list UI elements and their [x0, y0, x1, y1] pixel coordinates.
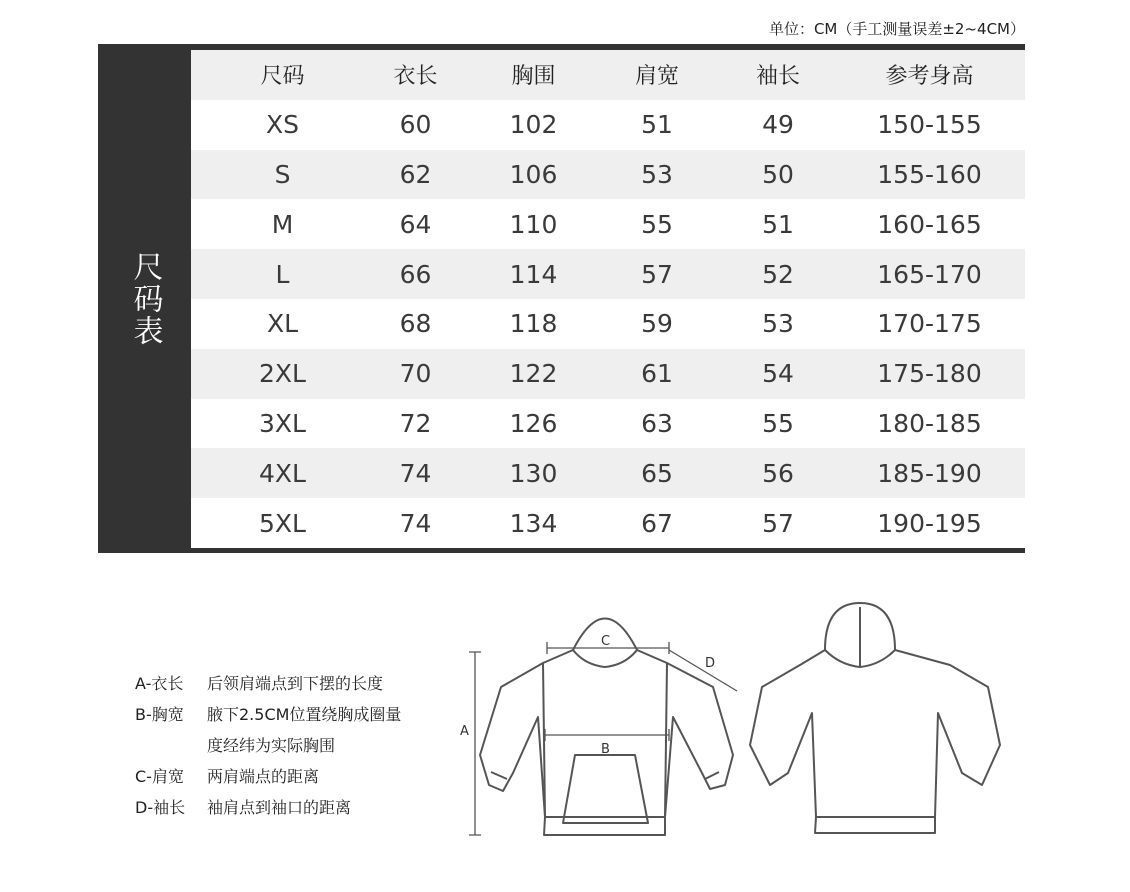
table-row: [191, 299, 1025, 349]
cell-size: S: [274, 159, 291, 189]
legend-text: 两肩端点的距离: [207, 767, 320, 786]
cell-height: 165-170: [877, 259, 982, 289]
cell-size: 3XL: [259, 408, 306, 438]
table-row: [191, 399, 1025, 449]
cell-sleeve: 49: [762, 110, 794, 140]
cell-shoulder: 59: [641, 309, 673, 339]
label-a: A: [460, 724, 469, 739]
size-chart: [98, 44, 1025, 553]
cell-sleeve: 54: [762, 359, 794, 389]
table-row: [191, 100, 1025, 150]
cell-chest: 134: [509, 508, 558, 538]
cell-shoulder: 67: [641, 508, 673, 538]
cell-chest: 118: [509, 309, 558, 339]
table-row: [191, 150, 1025, 200]
cell-sleeve: 56: [762, 458, 794, 488]
cell-chest: 122: [509, 359, 558, 389]
label-b: B: [601, 742, 610, 757]
cell-sleeve: 55: [762, 408, 794, 438]
legend-key: [135, 730, 207, 761]
cell-size: XL: [266, 309, 299, 339]
cell-shoulder: 63: [641, 408, 673, 438]
cell-length: 72: [399, 408, 432, 438]
table-row: [191, 498, 1025, 548]
hoodie-front-drawing: [480, 619, 733, 836]
cell-height: 170-175: [877, 309, 982, 339]
legend-item: [135, 699, 447, 730]
legend-text: 度经纬为实际胸围: [207, 736, 336, 755]
header-shoulder: 肩宽: [634, 64, 679, 90]
cell-shoulder: 61: [641, 359, 673, 389]
table-row: [191, 199, 1025, 249]
legend-key: D-袖长: [135, 798, 186, 817]
label-d: D: [705, 656, 716, 671]
cell-chest: 110: [509, 209, 558, 239]
cell-size: 5XL: [259, 508, 306, 538]
table-row: [191, 448, 1025, 498]
cell-shoulder: 57: [641, 259, 673, 289]
cell-sleeve: 51: [762, 209, 794, 239]
legend-key: B-胸宽: [135, 705, 184, 724]
cell-length: 70: [399, 359, 432, 389]
header-height: 参考身高: [885, 64, 974, 90]
header-sleeve: 袖长: [755, 64, 800, 90]
hoodie-back-drawing: [750, 603, 1000, 833]
cell-height: 160-165: [877, 209, 982, 239]
cell-sleeve: 52: [762, 259, 794, 289]
header-size: 尺码: [260, 64, 305, 90]
unit-note: 单位：CM（手工测量误差±2~4CM）: [768, 20, 1025, 38]
cell-shoulder: 51: [641, 110, 673, 140]
cell-shoulder: 53: [641, 159, 673, 189]
cell-height: 155-160: [877, 159, 982, 189]
cell-height: 185-190: [877, 458, 982, 488]
header-length: 衣长: [393, 64, 438, 90]
cell-size: L: [275, 259, 290, 289]
side-title-text: 尺码表: [127, 250, 163, 347]
table-header-row: [191, 50, 1025, 100]
legend-key: C-肩宽: [135, 767, 184, 786]
cell-chest: 126: [509, 408, 558, 438]
legend-item: [135, 668, 447, 699]
cell-size: XS: [266, 110, 299, 140]
legend-text: 腋下2.5CM位置绕胸成圈量: [207, 705, 402, 724]
cell-shoulder: 55: [641, 209, 673, 239]
cell-chest: 102: [509, 110, 558, 140]
cell-sleeve: 53: [762, 309, 794, 339]
side-title: [98, 44, 191, 553]
cell-length: 60: [399, 110, 432, 140]
cell-length: 68: [399, 309, 432, 339]
legend-item: [135, 730, 447, 761]
table-row: [191, 349, 1025, 399]
cell-height: 180-185: [877, 408, 982, 438]
cell-size: 4XL: [259, 458, 306, 488]
label-c: C: [601, 634, 611, 649]
table-row: [191, 249, 1025, 299]
legend-text: 后领肩端点到下摆的长度: [207, 674, 384, 693]
legend-item: [135, 761, 447, 792]
cell-sleeve: 57: [762, 508, 794, 538]
legend-item: [135, 792, 447, 823]
cell-chest: 114: [509, 259, 558, 289]
legend-text: 袖肩点到袖口的距离: [207, 798, 352, 817]
size-table: [191, 50, 1025, 548]
cell-height: 150-155: [877, 110, 982, 140]
header-chest: 胸围: [511, 64, 556, 90]
cell-size: 2XL: [259, 359, 306, 389]
cell-size: M: [271, 209, 294, 239]
cell-height: 175-180: [877, 359, 982, 389]
measurement-legend: [135, 668, 447, 823]
cell-height: 190-195: [877, 508, 982, 538]
cell-sleeve: 50: [762, 159, 794, 189]
hoodie-diagram: [455, 595, 1015, 845]
cell-length: 62: [399, 159, 432, 189]
cell-chest: 106: [509, 159, 558, 189]
cell-shoulder: 65: [641, 458, 673, 488]
cell-length: 74: [399, 508, 432, 538]
cell-length: 66: [399, 259, 432, 289]
legend-key: A-衣长: [135, 674, 184, 693]
cell-length: 64: [399, 209, 432, 239]
cell-chest: 130: [509, 458, 558, 488]
cell-length: 74: [399, 458, 432, 488]
